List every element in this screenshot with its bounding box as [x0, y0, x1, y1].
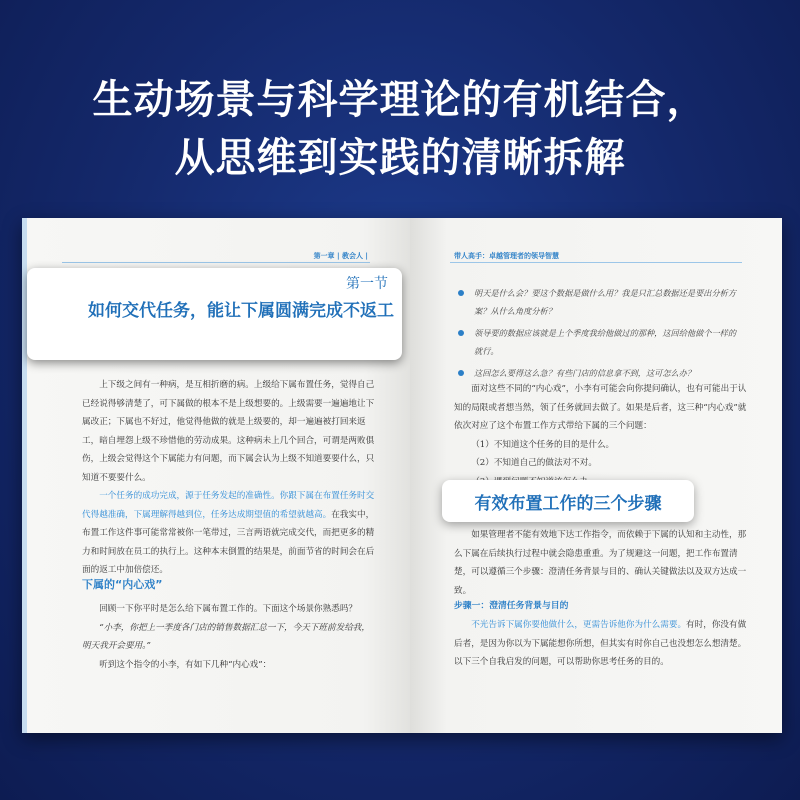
left-page	[22, 218, 410, 733]
left-body-text-2	[82, 600, 376, 674]
problem-item: （1）不知道这个任务的目的是什么。	[471, 439, 615, 450]
steps-callout	[442, 480, 694, 522]
highlight-text: 一个任务的成功完成，源于任务发起的准确性。你跟下属在布置任务时交代得越准确，下属理解得越到位，任务达成期望值的希望就越高。	[82, 491, 375, 520]
question-paragraph: 回顾一下你平时是怎么给下属布置工作的。下面这个场景你熟悉吗？	[99, 604, 358, 614]
bullet-item: 明天是什么会？要这个数据是做什么用？我是只汇总数据还是要出分析方案？从什么角度分析？	[458, 284, 738, 320]
step-1-paragraph	[454, 616, 748, 672]
left-head-rule	[62, 262, 370, 263]
continuation-text: 在我实中，布置工作这件事可能常常被你一笔带过，三言两语就完成交代，而把更多的精力和时间放在员工的执行上。这种本末倒置的结果是，前面节省的时间会在后面的返工中加倍偿还。	[82, 509, 375, 575]
bullet-list	[458, 284, 738, 386]
section-title: 如何交代任务，能让下属圆满完成不返工	[88, 301, 394, 321]
steps-intro-paragraph: 如果管理者不能有效地下达工作指令，而依赖于下属的认知和主动性，那么下属在后续执行过程中就会隐患重重。为了规避这一问题，把工作布置清楚，可以遵循三个步骤：澄清任务背景与目的、确认关键做法以及双方达成一致。	[454, 530, 747, 596]
right-head-rule	[450, 262, 742, 263]
paragraph: 上下级之间有一种病，是互相折磨的病。上级给下属布置任务，觉得自己已经说得够清楚了，可下属做的根本不是上级想要的。上级需要一遍遍地让下属改正；下属也不好过，他觉得他做的就是上级要的，却一遍遍被打回来返工，暗自埋怨上级不珍惜他的劳动成果。这种病未上几个回合，可谓是两败俱伤，上级会觉得这个下属能力有问题，而下属会认为上级不知道要要什么，只知道不要要什么。	[82, 380, 375, 483]
open-book	[22, 218, 782, 733]
bullet-dot-icon	[458, 370, 464, 376]
highlight-paragraph	[82, 487, 376, 580]
step-1-body: 有时，你没有做后者，是因为你以为下属能想你所想，但其实有时你自己也没想怎么想清楚。以下三个自我启发的问题，可以帮助你思考任务的目的。	[454, 620, 747, 667]
problem-item: （2）不知道自己的做法对不对。	[471, 458, 597, 468]
section-number: 第一节	[346, 276, 388, 292]
bullet-dot-icon	[458, 290, 464, 296]
step-1-highlight: 不光告诉下属你要他做什么，更需告诉他你为什么需要。	[471, 620, 687, 630]
closing-paragraph: 听到这个指令的小李，有如下几种“内心戏”：	[99, 659, 272, 670]
intro-paragraph: 面对这些不同的“内心戏”，小李有可能会向你提问确认，也有可能出于认知的局限或者想当然，领了任务就回去做了。如果是后者，这三种“内心戏”就依次对应了这个布置工作方式带给下属的三个问题：	[454, 384, 747, 431]
bullet-dot-icon	[458, 330, 464, 336]
steps-intro-text	[454, 526, 748, 600]
headline-line-1: 生动场景与科学理论的有机结合，	[92, 77, 708, 123]
headline-line-2: 从思维到实践的清晰拆解	[174, 135, 626, 181]
left-running-head: 第一章 | 教会人 |	[313, 252, 368, 260]
step-1-text	[454, 616, 748, 672]
steps-title: 有效布置工作的三个步骤	[474, 494, 662, 514]
bullet-item: 这回怎么要得这么急？有些门店的信息拿不到，这可怎么办？	[458, 364, 738, 382]
left-body-text	[82, 376, 376, 580]
right-running-head: 带人高手：卓越管理者的领导智慧	[454, 252, 559, 260]
bullet-item: 领导要的数据应该就是上个季度我给他做过的那种，这回给他做个一样的就行。	[458, 324, 738, 360]
right-page	[410, 218, 782, 733]
section-callout	[27, 268, 402, 360]
sub-title: 下属的“内心戏”	[82, 578, 163, 591]
quote-paragraph: “小李，你把上一季度各门店的销售数据汇总一下，今天下班前发给我，明天我开会要用。”	[82, 622, 370, 651]
right-body-text	[454, 380, 748, 491]
step-1-label: 步骤一：澄清任务背景与目的	[454, 601, 569, 611]
